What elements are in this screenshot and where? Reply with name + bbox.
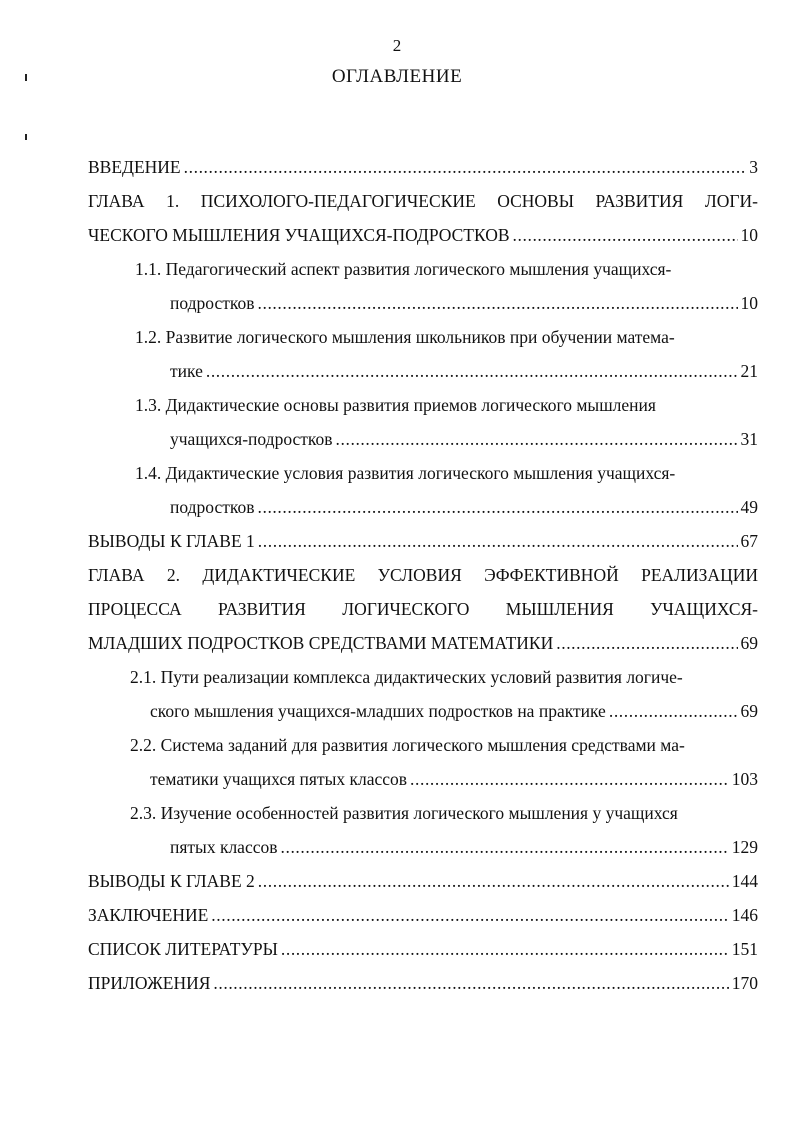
section-title-line: 1.1. Педагогический аспект развития логического мышления учащихся-: [135, 259, 672, 279]
section-title-line: 2.2. Система заданий для развития логического мышления средствами ма-: [130, 735, 685, 755]
page-ref: 129: [731, 837, 758, 857]
toc-entry-section-2-1[interactable]: [88, 660, 758, 728]
page-number: 2: [392, 36, 402, 55]
section-title-line: тике: [170, 361, 203, 381]
page-ref: 170: [731, 973, 758, 993]
page-ref: 69: [740, 701, 758, 721]
scan-mark: [25, 74, 27, 81]
page-ref: 144: [731, 871, 758, 891]
toc-entry-introduction[interactable]: ВВЕДЕНИЕ ..... 3: [88, 150, 758, 184]
toc-entry-references[interactable]: СПИСОК ЛИТЕРАТУРЫ ..... 151: [88, 932, 758, 966]
dot-leader: [258, 286, 738, 320]
toc-entry-appendices[interactable]: ПРИЛОЖЕНИЯ ..... 170: [88, 966, 758, 1000]
dot-leader: [609, 694, 738, 728]
dot-leader: [336, 422, 738, 456]
toc-entry-section-1-1[interactable]: [88, 252, 758, 320]
toc-entry-section-1-2[interactable]: [88, 320, 758, 388]
chapter-title-line: ЧЕСКОГО МЫШЛЕНИЯ УЧАЩИХСЯ-ПОДРОСТКОВ: [88, 225, 510, 245]
section-title-line: 1.4. Дидактические условия развития логического мышления учащихся-: [135, 463, 676, 483]
page-ref: 103: [731, 769, 758, 789]
page-ref: 10: [740, 293, 758, 313]
toc-entry-conclusions-chapter-1[interactable]: ВЫВОДЫ К ГЛАВЕ 1 ..... 67: [88, 524, 758, 558]
chapter-title-line: ПРОЦЕССА РАЗВИТИЯ ЛОГИЧЕСКОГО МЫШЛЕНИЯ УЧАЩИХСЯ-: [88, 599, 758, 619]
dot-leader: [410, 762, 729, 796]
dot-leader: [281, 830, 729, 864]
dot-leader: [213, 966, 728, 1000]
toc-entry-section-2-2[interactable]: [88, 728, 758, 796]
page-ref: 151: [731, 939, 758, 959]
section-title-line: тематики учащихся пятых классов: [150, 769, 408, 789]
toc-entry-chapter-2[interactable]: [88, 558, 758, 660]
dot-leader: [556, 626, 737, 660]
dot-leader: [258, 864, 729, 898]
dot-leader: [513, 218, 738, 252]
section-title-line: 2.3. Изучение особенностей развития логического мышления у учащихся: [130, 803, 678, 823]
section-title-line: 2.1. Пути реализации комплекса дидактических условий развития логиче-: [130, 667, 683, 687]
section-title-line: 1.3. Дидактические основы развития приемов логического мышления: [135, 395, 656, 415]
page-ref: 67: [740, 531, 758, 551]
page-ref: 49: [740, 497, 758, 517]
section-title-line: подростков: [170, 293, 255, 313]
toc-entry-chapter-1[interactable]: [88, 184, 758, 252]
toc-entry-conclusions-chapter-2[interactable]: ВЫВОДЫ К ГЛАВЕ 2 ..... 144: [88, 864, 758, 898]
chapter-title-line: ГЛАВА 1. ПСИХОЛОГО-ПЕДАГОГИЧЕСКИЕ ОСНОВЫ РАЗВИТИЯ ЛОГИ-: [88, 191, 758, 211]
page-ref: 146: [731, 905, 758, 925]
page-ref: 21: [740, 361, 758, 381]
toc-entry-section-2-3[interactable]: [88, 796, 758, 864]
page-ref: 3: [749, 157, 758, 177]
toc-entry-conclusion[interactable]: ЗАКЛЮЧЕНИЕ ..... 146: [88, 898, 758, 932]
toc-entry-section-1-4[interactable]: [88, 456, 758, 524]
section-title-line: подростков: [170, 497, 255, 517]
page-ref: 31: [740, 429, 758, 449]
toc-entry-section-1-3[interactable]: [88, 388, 758, 456]
chapter-title-line: ГЛАВА 2. ДИДАКТИЧЕСКИЕ УСЛОВИЯ ЭФФЕКТИВНОЙ РЕАЛИЗАЦИИ: [88, 565, 758, 585]
section-title-line: пятых классов: [170, 837, 278, 857]
dot-leader: [184, 150, 747, 184]
page-ref: 69: [740, 633, 758, 653]
section-title-line: 1.2. Развитие логического мышления школьников при обучении матема-: [135, 327, 675, 347]
section-title-line: ского мышления учащихся-младших подростков на практике: [150, 701, 606, 721]
section-title-line: учащихся-подростков: [170, 429, 333, 449]
dot-leader: [206, 354, 738, 388]
page-ref: 10: [740, 225, 758, 245]
dot-leader: [281, 932, 729, 966]
table-of-contents: [88, 150, 758, 1000]
dot-leader: [211, 898, 728, 932]
scan-mark: [25, 134, 27, 140]
page-title: ОГЛАВЛЕНИЕ: [331, 66, 463, 87]
chapter-title-line: МЛАДШИХ ПОДРОСТКОВ СРЕДСТВАМИ МАТЕМАТИКИ: [88, 633, 554, 653]
dot-leader: [258, 524, 738, 558]
dot-leader: [258, 490, 738, 524]
